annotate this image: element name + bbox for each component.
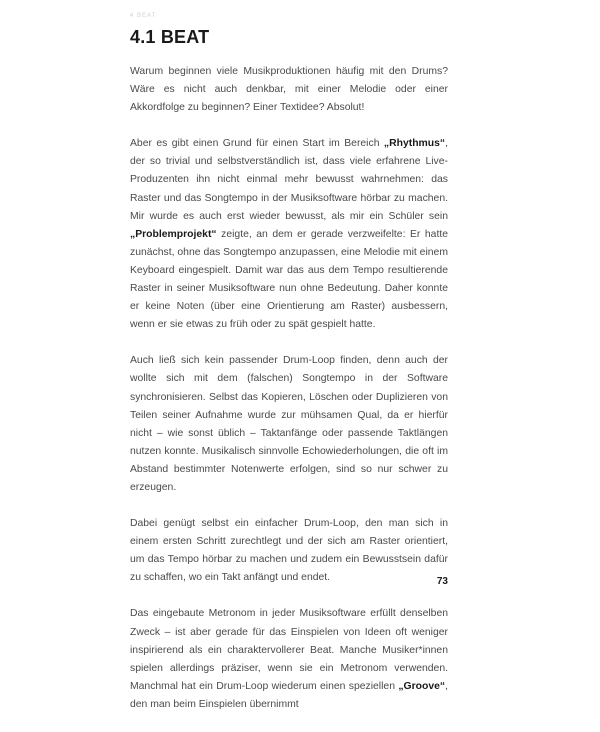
paragraph-text: Dabei genügt selbst ein einfacher Drum-Loop, den man sich in einem ersten Schritt zurechtlegt und der sich am Raster orientiert, um das Tempo hörbar zu machen und zudem ein Bewusstsein dafür zu schaffen, wo ein Takt anfängt und endet. [130,518,448,584]
paragraph-text: Auch ließ sich kein passender Drum-Loop finden, denn auch der wollte sich mit dem (falschen) Songtempo in der Software synchronisieren. Selbst das Kopieren, Löschen oder Duplizieren von Teilen seiner Aufnahme wurde zur mühsamen Qual, da er hierfür nicht – wie sonst üblich – Taktanfänge oder passende Taktlängen nutzen konnte. Musikalisch sinnvolle Echowiederholungen, die oft im Abstand bestimmter Notenwerte erfolgen, sind so nur schwer zu erzeugen. [130,355,448,493]
paragraph [130,63,448,117]
paragraph-text: , der so trivial und selbstverständlich ist, dass viele erfahrene Live-Produzenten ihn nicht einmal mehr bewusst wahrnehmen: das Raster und das Songtempo in der Musiksoftware hörbar zu machen. Mir wurde es auch erst wieder bewusst, als mir ein Schüler sein [130,138,448,222]
paragraph-text: Warum beginnen viele Musikproduktionen häufig mit den Drums? Wäre es nicht auch denkbar, mit einer Melodie oder einer Akkordfolge zu beginnen? Einer Textidee? Absolut! [130,66,448,114]
paragraph-text: , den man beim Einspielen übernimmt [130,680,448,710]
paragraph-text: zeigte, an dem er gerade verzweifelte: Er hatte zunächst, ohne das Songtempo anzupassen, eine Melodie mit einem Keyboard eingespielt. Damit war das aus dem Tempo resultierende Raster in seiner Musiksoftware nun ohne Bedeutung. Daher konnte er keine Noten (über eine Orientierung am Raster) ausbessern, wenn er sie etwas zu früh oder zu spät gespielt hatte. [130,228,448,331]
emphasized-term: „Rhythmus“ [383,138,446,150]
body-text [130,63,448,732]
section-title: 4.1 BEAT [130,27,210,47]
paragraph [130,605,448,714]
paragraph [130,352,448,497]
paragraph [130,135,448,334]
paragraph [130,515,448,587]
emphasized-term: „Problemprojekt“ [130,228,217,240]
paragraph-text: Das eingebaute Metronom in jeder Musiksoftware erfüllt denselben Zweck – ist aber gerade für das Einspielen von Ideen oft weniger inspirierend als ein charaktervollerer Beat. Manche Musiker*innen spielen allerdings präziser, wenn sie ein Metronom verwenden. Manchmal hat ein Drum-Loop wiederum einen speziellen [130,608,448,692]
page-number: 73 [436,576,448,587]
emphasized-term: „Groove“ [398,680,446,692]
paragraph-text: Aber es gibt einen Grund für einen Start im Bereich [130,138,384,150]
running-head: 4 BEAT [130,13,157,19]
